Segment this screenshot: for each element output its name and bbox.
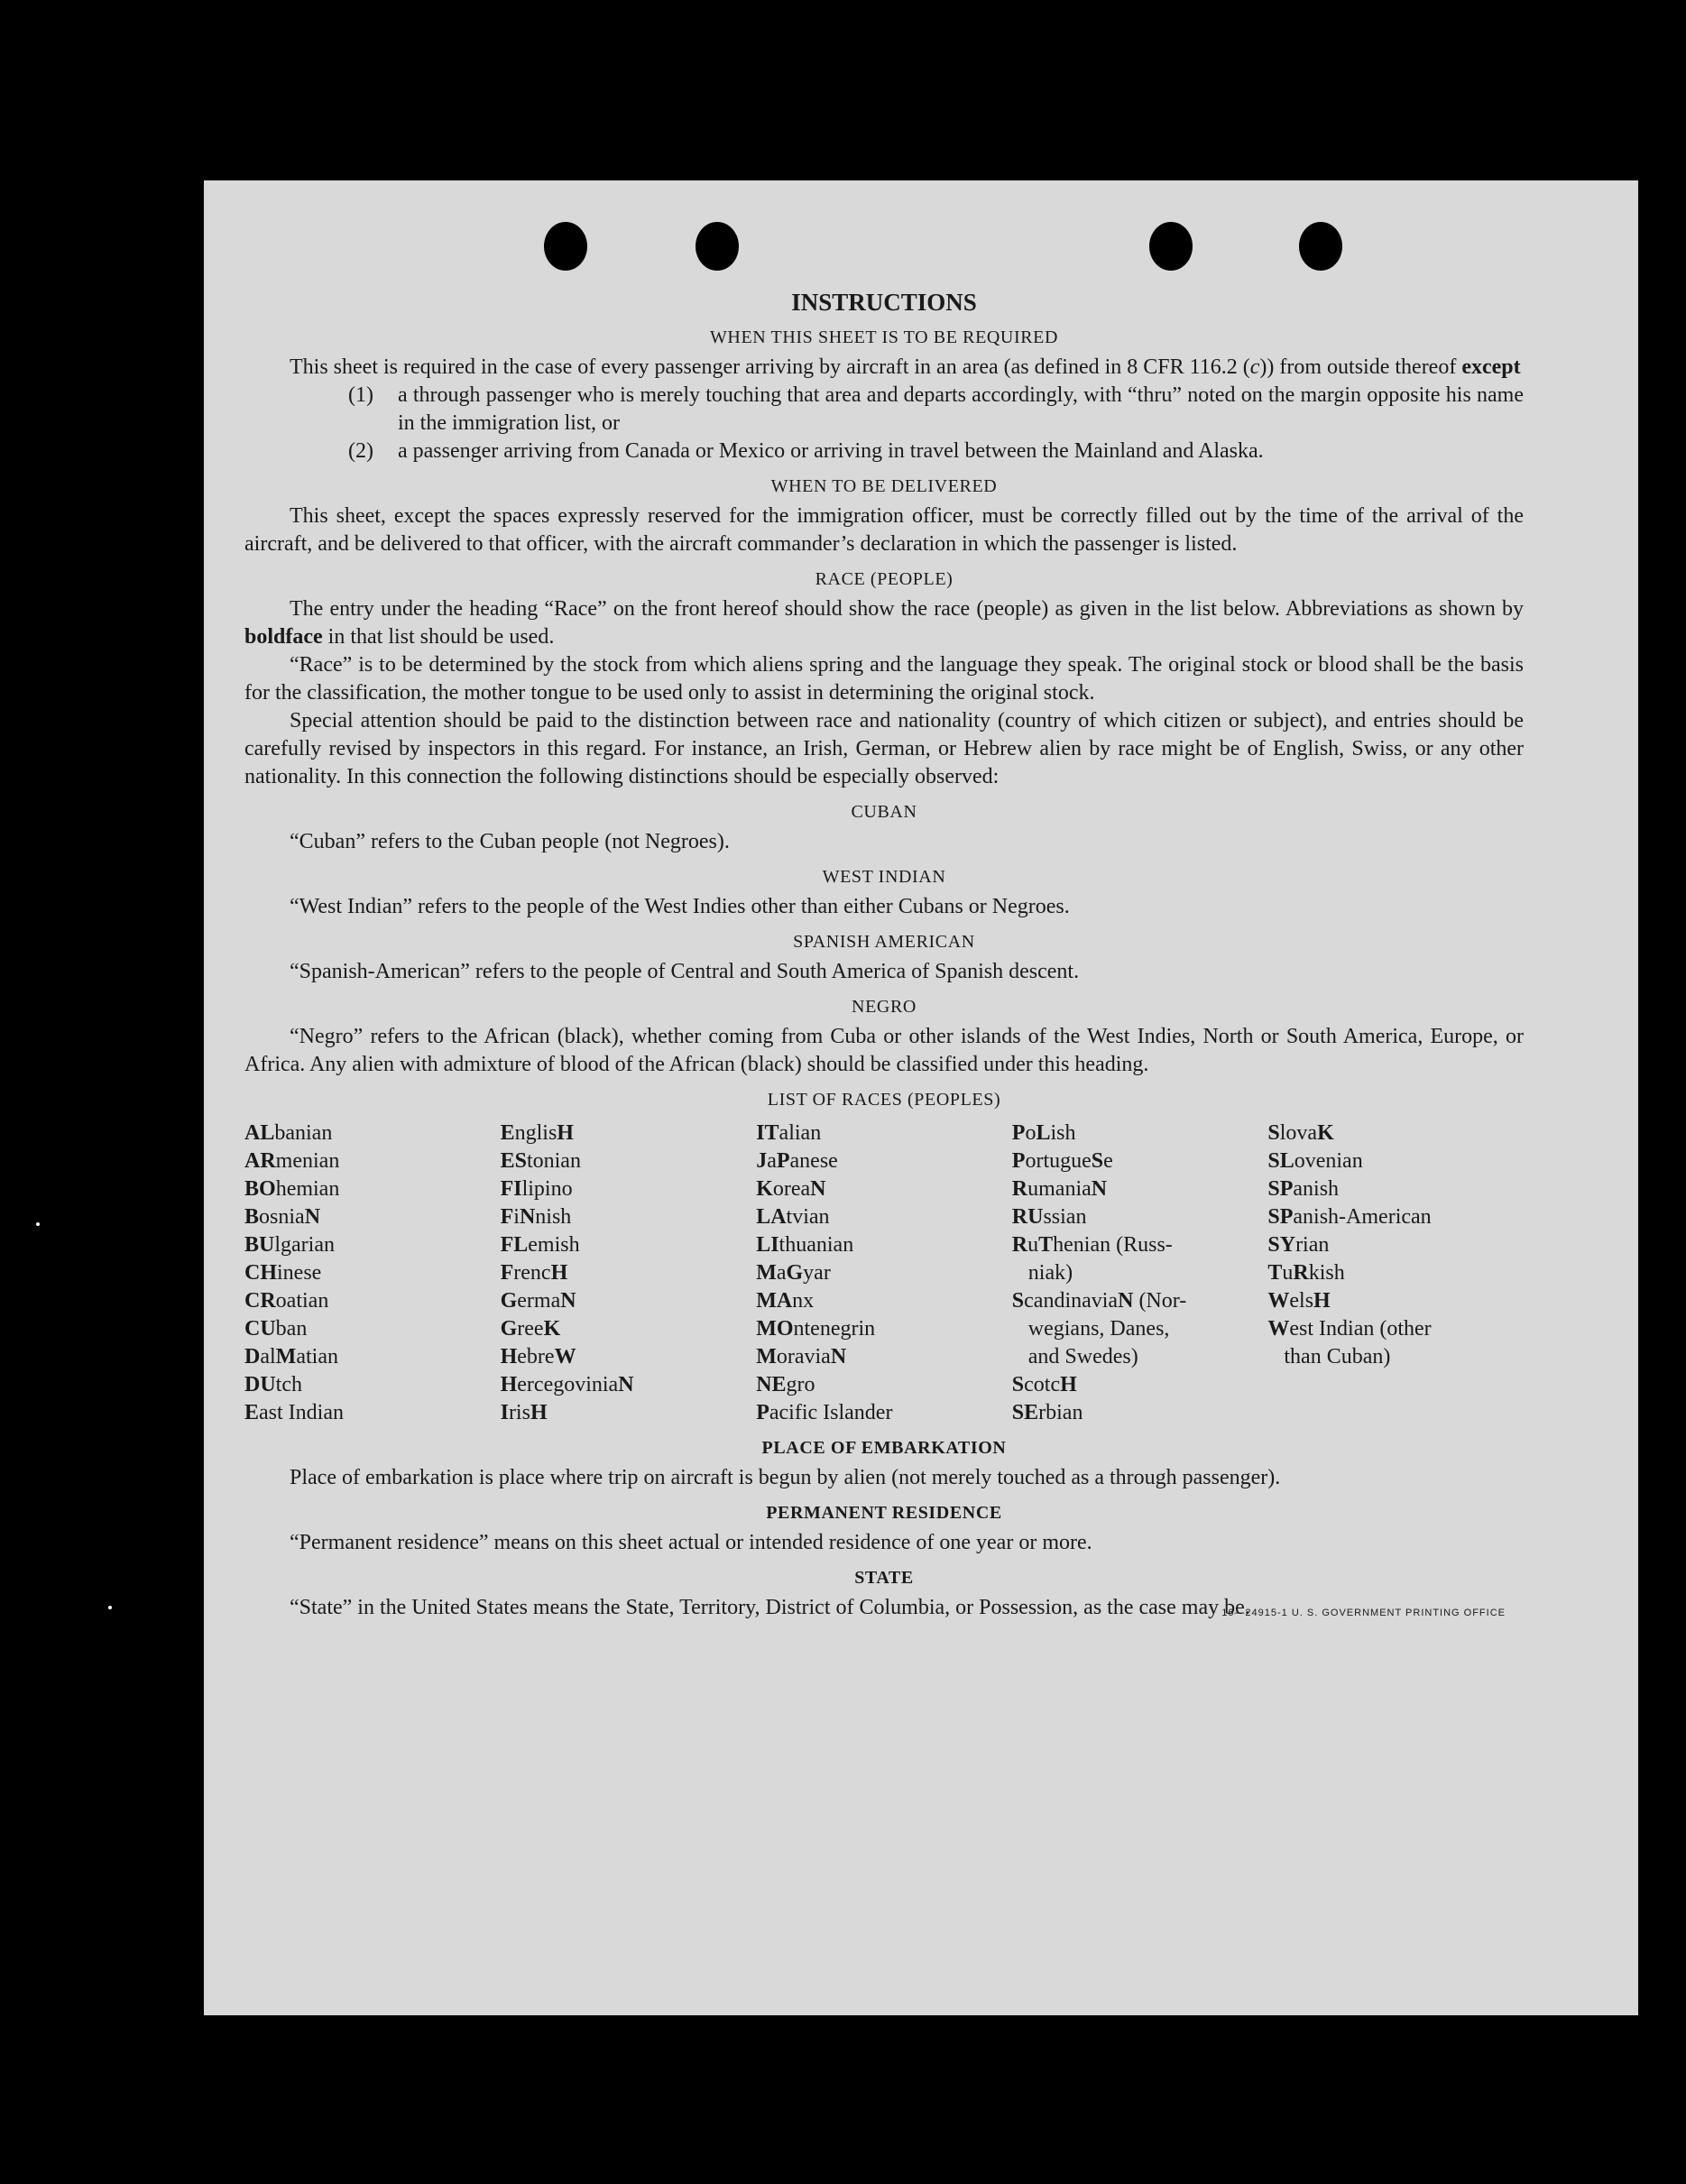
race-column <box>244 1120 501 1427</box>
race-entry: TuRkish <box>1267 1261 1345 1285</box>
race-entry: FIlipino <box>500 1177 573 1201</box>
race-entry: FLemish <box>500 1233 580 1257</box>
race-entry: PortugueSe <box>1011 1149 1113 1173</box>
race-entry: ScotcH <box>1011 1373 1077 1396</box>
race-entry: KoreaN <box>756 1177 826 1201</box>
race-paragraph-3: Special attention should be paid to the distinction between race and nationality (country of which citizen or subject), and entries should be carefully revised by inspectors in this regard. For instance, an Irish, German, or Hebrew alien by race might be of English, Swiss, or any other nationality. In this connection the following distinctions should be especially observed: <box>244 709 1524 788</box>
race-column <box>756 1120 1012 1427</box>
cuban-text: “Cuban” refers to the Cuban people (not Negroes). <box>290 830 730 853</box>
race-entry: and Swedes) <box>1027 1345 1138 1368</box>
delivered-text: This sheet, except the spaces expressly reserved for the immigration officer, must be correctly filled out by the time of the arrival of the aircraft, and be delivered to that officer, with the aircraft commander’s declaration in which the passenger is listed. <box>244 504 1524 556</box>
race-entry: NEgro <box>756 1373 815 1396</box>
embarkation-text: Place of embarkation is place where trip on aircraft is begun by alien (not merely touched as a through passenger). <box>290 1466 1281 1489</box>
race-entry: CUban <box>244 1317 308 1341</box>
section-heading-delivered: WHEN TO BE DELIVERED <box>770 476 998 496</box>
race-entry: HercegoviniaN <box>500 1373 634 1396</box>
race-entry: HebreW <box>500 1345 576 1368</box>
section-heading-residence: PERMANENT RESIDENCE <box>766 1503 1002 1523</box>
section-heading-negro: NEGRO <box>852 997 917 1017</box>
section-heading-spanish-american: SPANISH AMERICAN <box>793 932 975 952</box>
section-heading-race: RACE (PEOPLE) <box>815 569 954 589</box>
race-entry: SPanish-American <box>1267 1205 1432 1229</box>
race-entry: IrisH <box>500 1401 548 1424</box>
state-block <box>244 1594 1524 1622</box>
west-indian-text: “West Indian” refers to the people of the West Indies other than either Cubans or Negroes. <box>290 895 1070 918</box>
section-heading-cuban: CUBAN <box>851 802 917 822</box>
race-paragraph-2: “Race” is to be determined by the stock from which aliens spring and the language they speak. The original stock or blood shall be the basis for the classification, the mother tongue to be used only to assist in determining the original stock. <box>244 653 1524 705</box>
section-heading-state: STATE <box>854 1568 914 1588</box>
race-entry: niak) <box>1027 1261 1073 1285</box>
punch-hole <box>544 222 587 271</box>
race-entry: ITalian <box>756 1121 822 1145</box>
race-entry: SYrian <box>1267 1233 1330 1257</box>
race-entry: FrencH <box>500 1261 568 1285</box>
printer-mark: 16—24915-1 U. S. GOVERNMENT PRINTING OFFICE <box>1221 1608 1506 1618</box>
race-entry: MaGyar <box>756 1261 831 1285</box>
race-entry: FiNnish <box>500 1205 572 1229</box>
race-list <box>244 1120 1524 1427</box>
race-entry: MAnx <box>756 1289 815 1313</box>
race-entry: PoLish <box>1011 1121 1076 1145</box>
instruction-sheet <box>204 180 1638 2015</box>
race-entry: East Indian <box>244 1401 344 1424</box>
race-entry: JaPanese <box>756 1149 838 1173</box>
punch-hole <box>696 222 739 271</box>
race-column <box>1267 1120 1524 1427</box>
race-entry: CHinese <box>244 1261 322 1285</box>
race-entry: SLovenian <box>1267 1149 1363 1173</box>
race-entry: LAtvian <box>756 1205 830 1229</box>
page-title: INSTRUCTIONS <box>791 289 977 316</box>
race-entry: than Cuban) <box>1284 1345 1391 1368</box>
race-entry: GermaN <box>500 1289 576 1313</box>
state-text: “State” in the United States means the State, Territory, District of Columbia, or Possession, as the case may be. <box>290 1596 1250 1619</box>
race-paragraph-1: The entry under the heading “Race” on the front hereof should show the race (people) as given in the list below. Abbreviations as shown by boldface in that list should be used. <box>244 597 1524 649</box>
spanish-american-text: “Spanish-American” refers to the people of Central and South America of Spanish descent. <box>290 960 1080 983</box>
required-intro: This sheet is required in the case of every passenger arriving by aircraft in an area (as defined in 8 CFR 116.2 (c)) from outside thereof except <box>290 355 1521 379</box>
negro-text: “Negro” refers to the African (black), whether coming from Cuba or other islands of the West Indies, North or South America, Europe, or Africa. Any alien with admixture of blood of the African (black) should be classified under this heading. <box>244 1025 1524 1076</box>
race-entry: MOntenegrin <box>756 1317 876 1341</box>
scan-speck <box>108 1606 112 1609</box>
race-entry: CRoatian <box>244 1289 329 1313</box>
race-entry: EnglisH <box>500 1121 574 1145</box>
section-heading-west-indian: WEST INDIAN <box>822 867 946 887</box>
required-item-2: (2) a passenger arriving from Canada or Mexico or arriving in travel between the Mainland and Alaska. <box>348 439 1264 463</box>
scan-speck <box>36 1222 40 1226</box>
race-entry: GreeK <box>500 1317 561 1341</box>
race-entry: SPanish <box>1267 1177 1340 1201</box>
race-entry: Pacific Islander <box>756 1401 893 1424</box>
race-entry: BOhemian <box>244 1177 340 1201</box>
race-entry: LIthuanian <box>756 1233 854 1257</box>
race-entry: DalMatian <box>244 1345 338 1368</box>
race-entry: EStonian <box>500 1149 581 1173</box>
race-entry: WelsH <box>1267 1289 1331 1313</box>
race-entry: RUssian <box>1011 1205 1087 1229</box>
residence-text: “Permanent residence” means on this sheet actual or intended residence of one year or more. <box>290 1531 1092 1554</box>
race-entry: RuThenian (Russ- <box>1011 1233 1173 1257</box>
race-entry: SlovaK <box>1267 1121 1334 1145</box>
punch-hole <box>1149 222 1193 271</box>
race-entry: ScandinaviaN (Nor- <box>1011 1289 1187 1313</box>
required-item-1: (1) a through passenger who is merely touching that area and departs accordingly, with “thru” noted on the margin opposite his name in the immigration list, or <box>348 383 1524 435</box>
race-entry: DUtch <box>244 1373 302 1396</box>
race-column <box>501 1120 757 1427</box>
section-heading-embarkation: PLACE OF EMBARKATION <box>761 1438 1007 1458</box>
race-entry: BosniaN <box>244 1205 321 1229</box>
section-heading-required: WHEN THIS SHEET IS TO BE REQUIRED <box>709 327 1059 347</box>
race-entry: wegians, Danes, <box>1027 1317 1170 1341</box>
race-entry: ARmenian <box>244 1149 340 1173</box>
sheet-content <box>244 289 1524 1622</box>
section-heading-race-list: LIST OF RACES (PEOPLES) <box>767 1090 1001 1110</box>
race-entry: ALbanian <box>244 1121 333 1145</box>
race-entry: BUlgarian <box>244 1233 335 1257</box>
race-entry: West Indian (other <box>1267 1317 1432 1341</box>
race-column <box>1012 1120 1268 1427</box>
race-entry: SErbian <box>1011 1401 1083 1424</box>
race-entry: MoraviaN <box>756 1345 847 1368</box>
punch-hole <box>1299 222 1342 271</box>
race-entry: RumaniaN <box>1011 1177 1108 1201</box>
